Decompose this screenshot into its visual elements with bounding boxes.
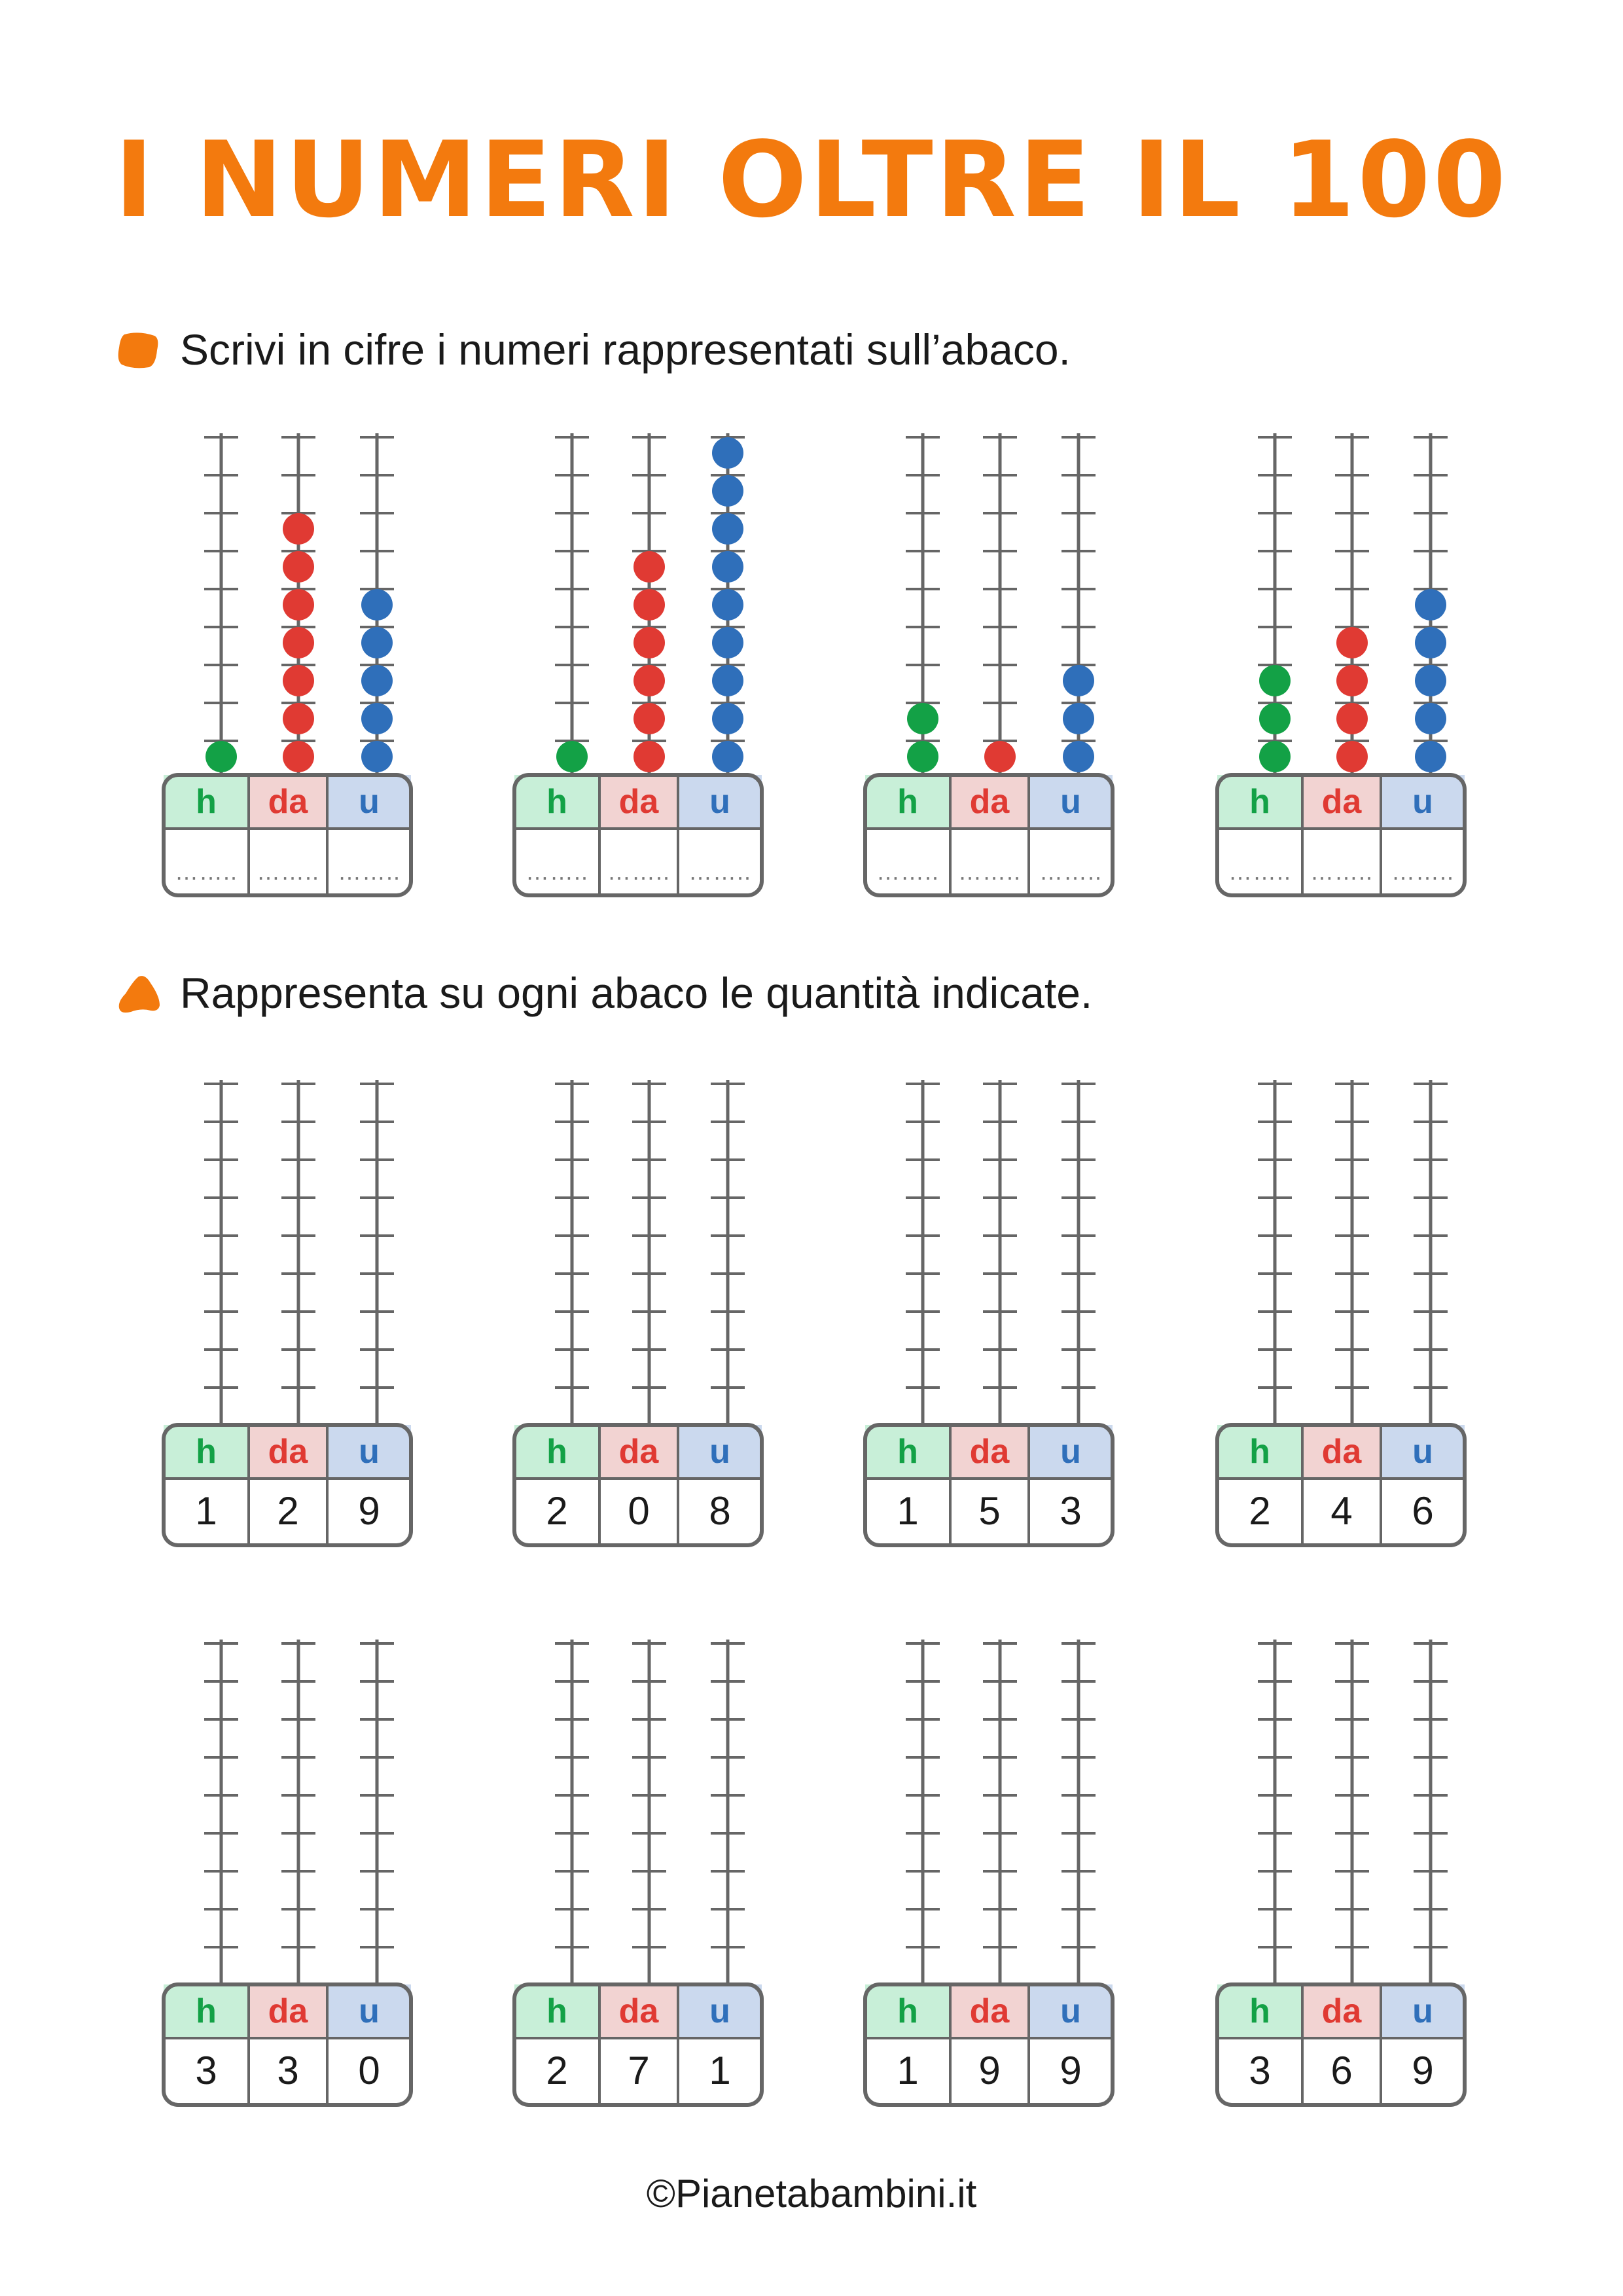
abacus-digit-h: 1: [195, 1489, 217, 1533]
abacus-bead-u: [361, 741, 393, 772]
abacus-bead-da: [633, 551, 665, 583]
abacus-ex1-3: [865, 433, 1113, 895]
answer-blank[interactable]: ……..: [256, 858, 320, 885]
abacus-digit-h: 2: [546, 2049, 568, 2092]
abacus-bead-da: [283, 627, 314, 658]
abacus-label-da: da: [618, 1992, 659, 2030]
abacus-digit-da: 6: [1330, 2049, 1353, 2092]
abacus-digit-u: 8: [709, 1489, 731, 1533]
abacus-label-h: h: [897, 1992, 918, 2030]
abacus-digit-u: 9: [1060, 2049, 1082, 2092]
abacus-ex2-1-2: [514, 1080, 762, 1545]
abacus-bead-da: [283, 741, 314, 772]
abacus-bead-u: [361, 665, 393, 696]
answer-blank[interactable]: ……..: [1228, 858, 1292, 885]
abacus-ex1-1: [164, 433, 411, 895]
abacus-label-u: u: [359, 1992, 380, 2030]
abacus-bead-u: [712, 437, 743, 469]
answer-blank[interactable]: ……..: [525, 858, 589, 885]
abacus-bead-u: [712, 475, 743, 507]
abacus-bead-u: [361, 627, 393, 658]
page-title: I NUMERI OLTRE IL 100: [114, 118, 1508, 241]
abacus-bead-u: [1063, 665, 1094, 696]
abacus-label-h: h: [196, 783, 217, 821]
abacus-label-h: h: [196, 1992, 217, 2030]
abacus-digit-u: 9: [1412, 2049, 1434, 2092]
abacus-bead-da: [1336, 703, 1368, 734]
abacus-ex2-1-3: [865, 1080, 1113, 1545]
abacus-bead-u: [1415, 703, 1446, 734]
abacus-label-u: u: [1412, 783, 1433, 821]
abacus-digit-da: 5: [978, 1489, 1001, 1533]
abacus-bead-u: [1063, 703, 1094, 734]
abacus-label-u: u: [1060, 1433, 1081, 1471]
abacus-label-h: h: [897, 1433, 918, 1471]
abacus-ex2-1-1: [164, 1080, 411, 1545]
abacus-digit-da: 4: [1330, 1489, 1353, 1533]
abacus-ex2-2-2: [514, 1640, 762, 2105]
abacus-bead-u: [361, 589, 393, 620]
abacus-digit-h: 3: [195, 2049, 217, 2092]
abacus-bead-u: [1415, 589, 1446, 620]
abacus-digit-da: 9: [978, 2049, 1001, 2092]
abacus-label-h: h: [546, 783, 567, 821]
abacus-digit-h: 2: [1249, 1489, 1271, 1533]
abacus-label-da: da: [618, 783, 659, 821]
abacus-label-u: u: [359, 1433, 380, 1471]
abacus-label-h: h: [546, 1992, 567, 2030]
abacus-digit-da: 7: [628, 2049, 650, 2092]
abacus-label-u: u: [1412, 1433, 1433, 1471]
abacus-bead-da: [1336, 741, 1368, 772]
abacus-digit-da: 2: [277, 1489, 299, 1533]
abacus-label-h: h: [196, 1433, 217, 1471]
abacus-ex2-1-4: [1217, 1080, 1465, 1545]
answer-blank[interactable]: ……..: [1391, 858, 1455, 885]
abacus-bead-h: [1259, 665, 1291, 696]
abacus-digit-h: 3: [1249, 2049, 1271, 2092]
abacus-label-da: da: [969, 1992, 1010, 2030]
abacus-bead-u: [1415, 665, 1446, 696]
abacus-bead-da: [283, 703, 314, 734]
abacus-bead-da: [283, 551, 314, 583]
abacus-ex1-4: [1217, 433, 1465, 895]
abacus-bead-u: [712, 589, 743, 620]
abacus-label-da: da: [268, 1433, 308, 1471]
abacus-label-h: h: [897, 783, 918, 821]
answer-blank[interactable]: ……..: [688, 858, 752, 885]
abacus-bead-da: [633, 627, 665, 658]
abacus-label-u: u: [359, 783, 380, 821]
abacus-label-da: da: [1321, 1992, 1362, 2030]
answer-blank[interactable]: ……..: [1310, 858, 1374, 885]
abacus-bead-u: [361, 703, 393, 734]
abacus-ex2-2-1: [164, 1640, 411, 2105]
abacus-label-h: h: [1249, 783, 1270, 821]
abacus-label-da: da: [268, 1992, 308, 2030]
answer-blank[interactable]: ……..: [337, 858, 401, 885]
abacus-label-da: da: [1321, 1433, 1362, 1471]
abacus-label-u: u: [1060, 783, 1081, 821]
abacus-ex1-2: [514, 433, 762, 895]
abacus-label-da: da: [268, 783, 308, 821]
abacus-ex2-2-3: [865, 1640, 1113, 2105]
answer-blank[interactable]: ……..: [876, 858, 940, 885]
abacus-digit-u: 1: [709, 2049, 731, 2092]
instruction-1: Scrivi in cifre i numeri rappresentati sull’abaco.: [180, 325, 1071, 374]
abacus-label-da: da: [1321, 783, 1362, 821]
abacus-bead-h: [907, 741, 938, 772]
abacus-bead-u: [712, 627, 743, 658]
abacus-bead-da: [283, 589, 314, 620]
abacus-bead-u: [712, 551, 743, 583]
abacus-label-u: u: [709, 1433, 730, 1471]
abacus-bead-h: [205, 741, 237, 772]
answer-blank[interactable]: ……..: [174, 858, 238, 885]
abacus-bead-da: [633, 589, 665, 620]
abacus-bead-da: [633, 703, 665, 734]
abacus-ex2-2-4: [1217, 1640, 1465, 2105]
abacus-bead-u: [1415, 627, 1446, 658]
abacus-digit-u: 9: [358, 1489, 380, 1533]
abacus-bead-h: [1259, 703, 1291, 734]
abacus-label-da: da: [618, 1433, 659, 1471]
answer-blank[interactable]: ……..: [957, 858, 1022, 885]
abacus-bead-da: [984, 741, 1016, 772]
abacus-bead-da: [633, 741, 665, 772]
abacus-bead-u: [1063, 741, 1094, 772]
instruction-2: Rappresenta su ogni abaco le quantità indicate.: [180, 969, 1093, 1017]
abacus-label-h: h: [1249, 1433, 1270, 1471]
abacus-label-da: da: [969, 783, 1010, 821]
abacus-digit-u: 3: [1060, 1489, 1082, 1533]
abacus-label-u: u: [709, 1992, 730, 2030]
abacus-bead-h: [907, 703, 938, 734]
abacus-bead-h: [556, 741, 588, 772]
abacus-digit-da: 0: [628, 1489, 650, 1533]
abacus-bead-da: [633, 665, 665, 696]
abacus-bead-h: [1259, 741, 1291, 772]
abacus-digit-da: 3: [277, 2049, 299, 2092]
abacus-bead-u: [1415, 741, 1446, 772]
abacus-label-u: u: [1412, 1992, 1433, 2030]
answer-blank[interactable]: ……..: [1039, 858, 1103, 885]
abacus-digit-u: 0: [358, 2049, 380, 2092]
abacus-label-h: h: [546, 1433, 567, 1471]
abacus-label-u: u: [1060, 1992, 1081, 2030]
abacus-bead-da: [1336, 627, 1368, 658]
footer-credit: ©Pianetabambini.it: [646, 2172, 977, 2215]
abacus-label-da: da: [969, 1433, 1010, 1471]
abacus-bead-u: [712, 741, 743, 772]
abacus-label-u: u: [709, 783, 730, 821]
abacus-digit-h: 2: [546, 1489, 568, 1533]
abacus-label-h: h: [1249, 1992, 1270, 2030]
abacus-bead-da: [283, 665, 314, 696]
abacus-digit-u: 6: [1412, 1489, 1434, 1533]
abacus-digit-h: 1: [897, 1489, 919, 1533]
abacus-bead-da: [1336, 665, 1368, 696]
abacus-digit-h: 1: [897, 2049, 919, 2092]
abacus-bead-u: [712, 665, 743, 696]
abacus-bead-da: [283, 513, 314, 545]
abacus-bead-u: [712, 513, 743, 545]
answer-blank[interactable]: ……..: [607, 858, 671, 885]
abacus-bead-u: [712, 703, 743, 734]
